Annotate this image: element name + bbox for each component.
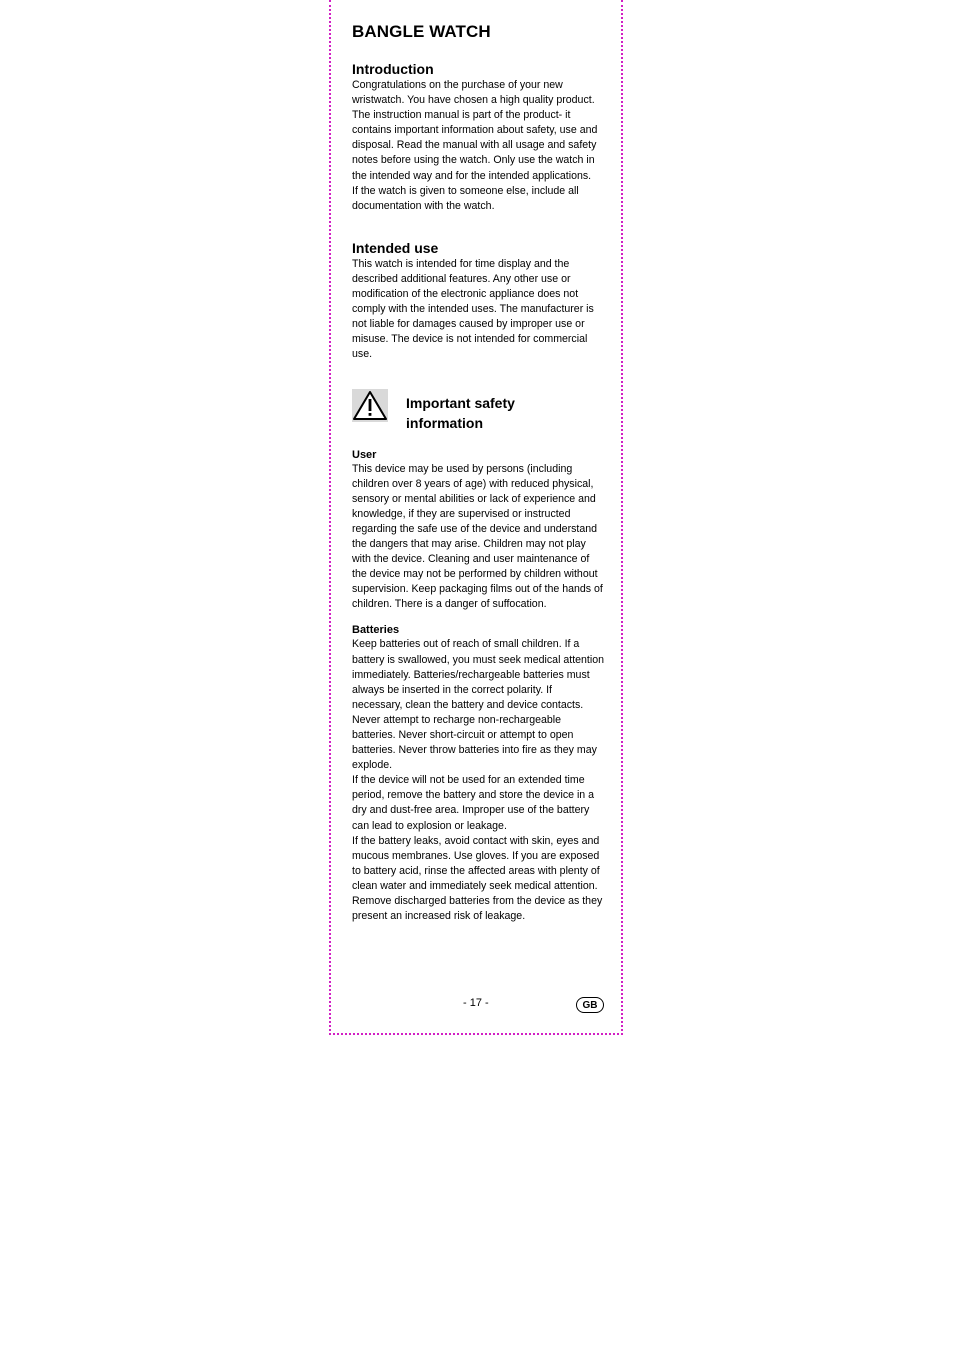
batteries-paragraph-2: If the device will not be used for an extended time period, remove the battery and store the device in a dry and dust-free area. Improper use of the battery can lead to explosion or leakage. xyxy=(352,774,595,832)
intended-use-text: This watch is intended for time display and the described additional features. Any other use or modification of the electronic appliance does not comply with the intended uses. The manufacturer is not liable for damages caused by improper use or misuse. The device is not intended for commercial use. xyxy=(352,257,594,361)
batteries-heading: Batteries xyxy=(352,624,400,637)
user-heading: User xyxy=(352,448,377,461)
warning-triangle-icon xyxy=(352,389,388,422)
batteries-paragraph-1: Keep batteries out of reach of small children. If a battery is swallowed, you must seek medical attention immediately. Batteries/rechargeable batteries must always be inserted in the correct polarity. If necessary, clean the battery and device contacts. Never attempt to recharge non-rechargeable batteries. Never short-circuit or attempt to open batteries. Never throw batteries into fire as they may explode. xyxy=(352,638,605,772)
safety-heading xyxy=(406,393,515,433)
page-footer xyxy=(331,997,621,1017)
safety-heading-line-1: Important safety xyxy=(406,394,515,411)
introduction-heading: Introduction xyxy=(352,61,434,77)
user-text: This device may be used by persons (including children over 8 years of age) with reduced physical, sensory or mental abilities or lack of experience and knowledge, if they are supervised or instructed regarding the safe use of the device and understand the dangers that may arise. Children may not play with the device. Cleaning and user maintenance of the device may not be performed by children without supervision. Keep packaging films out of the hands of children. There is a danger of suffocation. xyxy=(352,462,603,611)
page-title: BANGLE WATCH xyxy=(352,22,491,41)
introduction-paragraph-2: If the watch is given to someone else, include all documentation with the watch. xyxy=(352,184,579,212)
manual-page xyxy=(329,0,623,1035)
page-number: - 17 - xyxy=(463,997,489,1009)
intended-use-heading: Intended use xyxy=(352,239,439,256)
page-content xyxy=(352,22,604,924)
safety-heading-line-2: information xyxy=(406,414,483,431)
batteries-paragraph-3: If the battery leaks, avoid contact with skin, eyes and mucous membranes. Use gloves. If you are exposed to battery acid, rinse the affected areas with plenty of clean water and immediately seek medical attention. Remove discharged batteries from the device as they present an increased risk of leakage. xyxy=(352,834,603,923)
language-badge: GB xyxy=(576,997,604,1013)
introduction-paragraph-1: Congratulations on the purchase of your new wristwatch. You have chosen a high quality product. The instruction manual is part of the product- it contains important information about safety, use and disposal. Read the manual with all usage and safety notes before using the watch. Only use the watch in the intended way and for the intended applications. xyxy=(352,79,598,182)
safety-header xyxy=(352,389,604,433)
